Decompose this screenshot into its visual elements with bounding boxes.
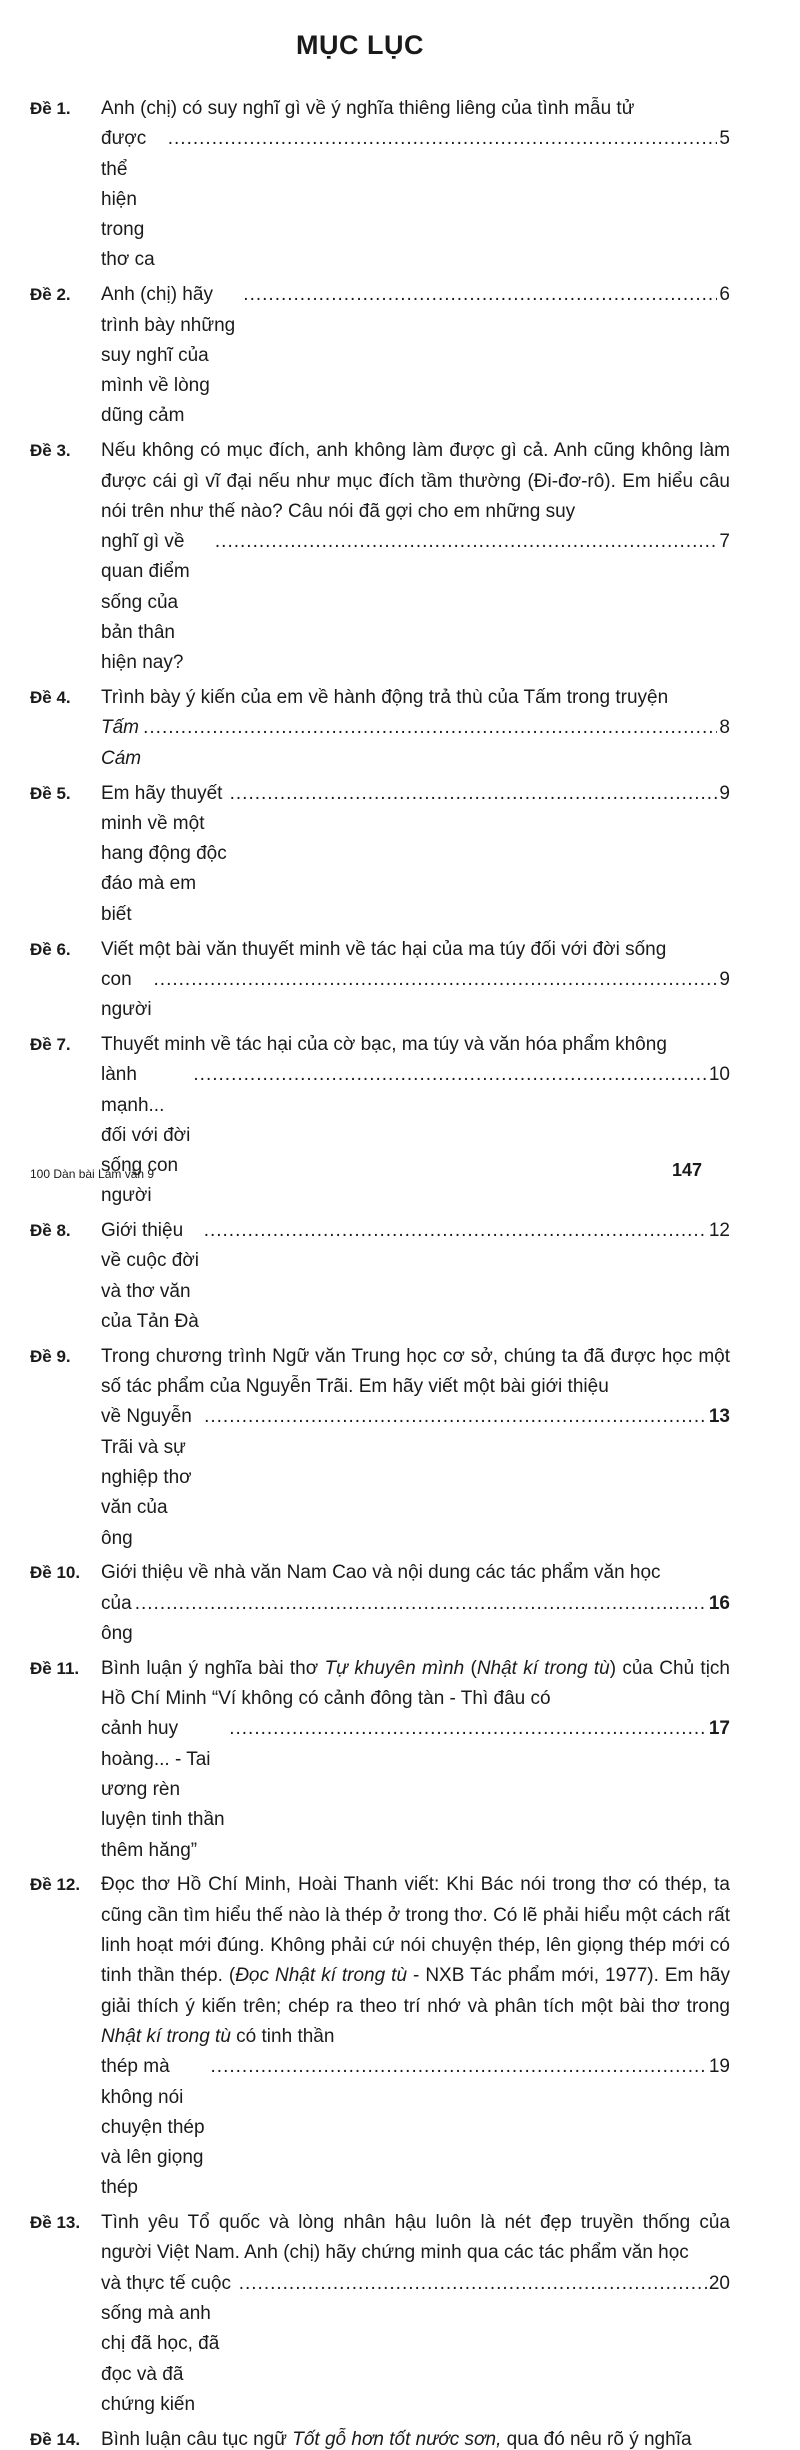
entry-text: Nếu không có mục đích, anh không làm được gì cả. Anh cũng không làm được cái gì vĩ đại nếu như mục đích tầm thường (Đi-đơ-rô). Em hiểu câu nói trên như thế nào? Câu nói đã gợi cho em những suy — [101, 440, 730, 522]
entry-text: Tình yêu Tổ quốc và lòng nhân hậu luôn là nét đẹp truyền thống của người Việt Nam. Anh (chị) hãy chứng minh qua các tác phẩm văn học — [101, 2212, 730, 2264]
entry-label: Đề 5. — [30, 783, 71, 803]
entry-text-last-line: thép mà không nói chuyện thép và lên giọng thép — [101, 2056, 205, 2199]
entry-text: Anh (chị) có suy nghĩ gì về ý nghĩa thiêng liêng của tình mẫu tử — [101, 98, 635, 119]
dot-leader — [213, 527, 718, 557]
entry-text-last-line: về Nguyễn Trãi và sự nghiệp thơ văn của ông — [101, 1406, 192, 1549]
entry-page-number: 7 — [719, 531, 730, 553]
entry-text: Bình luận ý nghĩa bài thơ Tự khuyên mình (Nhật kí trong tù) của Chủ tịch Hồ Chí Minh “Ví không có cảnh đông tàn - Thì đâu có — [101, 1657, 730, 1710]
entry-label: Đề 9. — [30, 1346, 71, 1366]
entry-label: Đề 4. — [30, 688, 71, 708]
book-title: Nhật kí trong tù — [101, 2025, 231, 2047]
page-title: MỤC LỤC — [296, 30, 424, 60]
entry-page-number: 12 — [708, 1220, 730, 1242]
toc-entry-9[interactable] — [30, 1342, 730, 1554]
entry-text-last-line: của ông — [101, 1592, 133, 1645]
entry-text-last-line: nghĩ gì về quan điểm sống của bản thân hiện nay? — [101, 531, 190, 674]
entry-text-last-line: con người — [101, 968, 152, 1021]
entry-text: Trong chương trình Ngữ văn Trung học cơ sở, chúng ta đã được học một số tác phẩm của Nguyễn Trãi. Em hãy viết một bài giới thiệu — [101, 1345, 730, 1398]
book-title: Nhật kí trong tù — [476, 1657, 610, 1679]
entry-label: Đề 8. — [30, 1221, 71, 1241]
entry-text-last-line: được thể hiện trong thơ ca — [101, 128, 155, 271]
entry-text-last-line: và thực tế cuộc sống mà anh chị đã học, đã đọc và đã chứng kiến — [101, 2272, 231, 2415]
dot-leader — [241, 280, 717, 310]
toc-entry-3[interactable] — [30, 436, 730, 678]
toc-entry-8[interactable] — [30, 1216, 730, 1337]
entry-text-last-line: Anh (chị) hãy trình bày những suy nghĩ của mình về lòng dũng cảm — [101, 284, 236, 427]
entry-label: Đề 14. — [30, 2429, 81, 2449]
dot-leader — [152, 965, 718, 995]
entry-label: Đề 6. — [30, 939, 71, 959]
entry-text: Thuyết minh về tác hại của cờ bạc, ma túy và văn hóa phẩm không — [101, 1033, 667, 1055]
entry-label: Đề 12. — [30, 1875, 81, 1895]
entry-page-number: 16 — [708, 1592, 730, 1614]
entry-page-number: 17 — [708, 1718, 730, 1740]
entry-text: Viết một bài văn thuyết minh về tác hại của ma túy đối với đời sống — [101, 938, 667, 960]
entry-page-number: 9 — [719, 782, 730, 804]
entry-page-number: 10 — [708, 1064, 730, 1086]
dot-leader — [227, 1714, 707, 1744]
toc-entry-11[interactable] — [30, 1654, 730, 1866]
entry-text: Giới thiệu về nhà văn Nam Cao và nội dung các tác phẩm văn học — [101, 1562, 661, 1584]
entry-label: Đề 1. — [30, 99, 71, 118]
dot-leader — [209, 2052, 707, 2082]
dot-leader — [191, 1060, 706, 1090]
entry-page-number: 5 — [719, 128, 730, 150]
entry-page-number: 13 — [708, 1406, 730, 1428]
dot-leader — [237, 2269, 707, 2299]
entry-text-last-line: Em hãy thuyết minh về một hang động độc đáo mà em biết — [101, 782, 227, 925]
dot-leader — [141, 713, 717, 743]
entry-page-number: 19 — [708, 2056, 730, 2078]
footer-page-number: 147 — [672, 1160, 703, 1180]
toc-entry-6[interactable] — [30, 935, 730, 1026]
entry-label: Đề 3. — [30, 441, 71, 461]
dot-leader — [202, 1216, 707, 1246]
entry-page-number: 9 — [719, 968, 730, 990]
toc-entry-13[interactable] — [30, 2208, 730, 2420]
entry-page-number: 6 — [719, 284, 730, 306]
toc-entry-5[interactable] — [30, 779, 730, 930]
toc-entry-7[interactable] — [30, 1030, 730, 1212]
entry-text: Đọc thơ Hồ Chí Minh, Hoài Thanh viết: Khi Bác nói trong thơ có thép, ta cũng cần tìm hiểu thế nào là thép ở trong thơ. Có lẽ phải hiểu một cách rất linh hoạt mới đúng. Không phải cứ nói chuyện thép, lên giọng thép mới có tinh thần thép. (Đọc Nhật kí trong tù - NXB Tác phẩm mới, 1977). Em hãy giải thích ý kiến trên; chép ra theo trí nhớ và phân tích một bài thơ trong Nhật kí trong tù có tinh thần — [101, 1874, 730, 2047]
entry-label: Đề 13. — [30, 2213, 81, 2233]
entry-label: Đề 2. — [30, 285, 71, 305]
proverb: Tốt gỗ hơn tốt nước sơn, — [292, 2428, 502, 2450]
entry-text: Trình bày ý kiến của em về hành động trả thù của Tấm trong truyện — [101, 687, 669, 709]
entry-text: Bình luận câu tục ngữ Tốt gỗ hơn tốt nước sơn, qua đó nêu rõ ý nghĩa — [101, 2428, 692, 2450]
dot-leader — [202, 1402, 707, 1432]
toc-entry-1[interactable] — [30, 94, 730, 276]
table-of-contents — [30, 94, 730, 2450]
footer-book-title: 100 Dàn bài Làm văn 9 — [30, 1167, 155, 1181]
article-title: Đọc Nhật kí trong tù — [235, 1965, 408, 1987]
entry-label: Đề 7. — [30, 1034, 71, 1054]
entry-label: Đề 10. — [30, 1563, 81, 1583]
toc-entry-4[interactable] — [30, 683, 730, 774]
toc-entry-14[interactable] — [30, 2425, 730, 2450]
entry-text-last-line: Giới thiệu về cuộc đời và thơ văn của Tản Đà — [101, 1220, 200, 1333]
toc-entry-12[interactable] — [30, 1870, 730, 2203]
entry-page-number: 20 — [708, 2272, 730, 2294]
entry-page-number: 8 — [719, 717, 730, 739]
toc-entry-2[interactable] — [30, 280, 730, 431]
dot-leader — [133, 1589, 707, 1619]
dot-leader — [228, 779, 718, 809]
toc-entry-10[interactable] — [30, 1558, 730, 1649]
entry-text-last-line: cảnh huy hoàng... - Tai ương rèn luyện tinh thần thêm hăng” — [101, 1718, 225, 1861]
entry-label: Đề 11. — [30, 1658, 80, 1678]
entry-text-last-line: Tấm Cám — [101, 717, 142, 769]
dot-leader — [166, 124, 718, 154]
poem-title: Tự khuyên mình — [324, 1657, 465, 1679]
entry-text-last-line: lành mạnh... đối với đời sống con người — [101, 1064, 191, 1207]
